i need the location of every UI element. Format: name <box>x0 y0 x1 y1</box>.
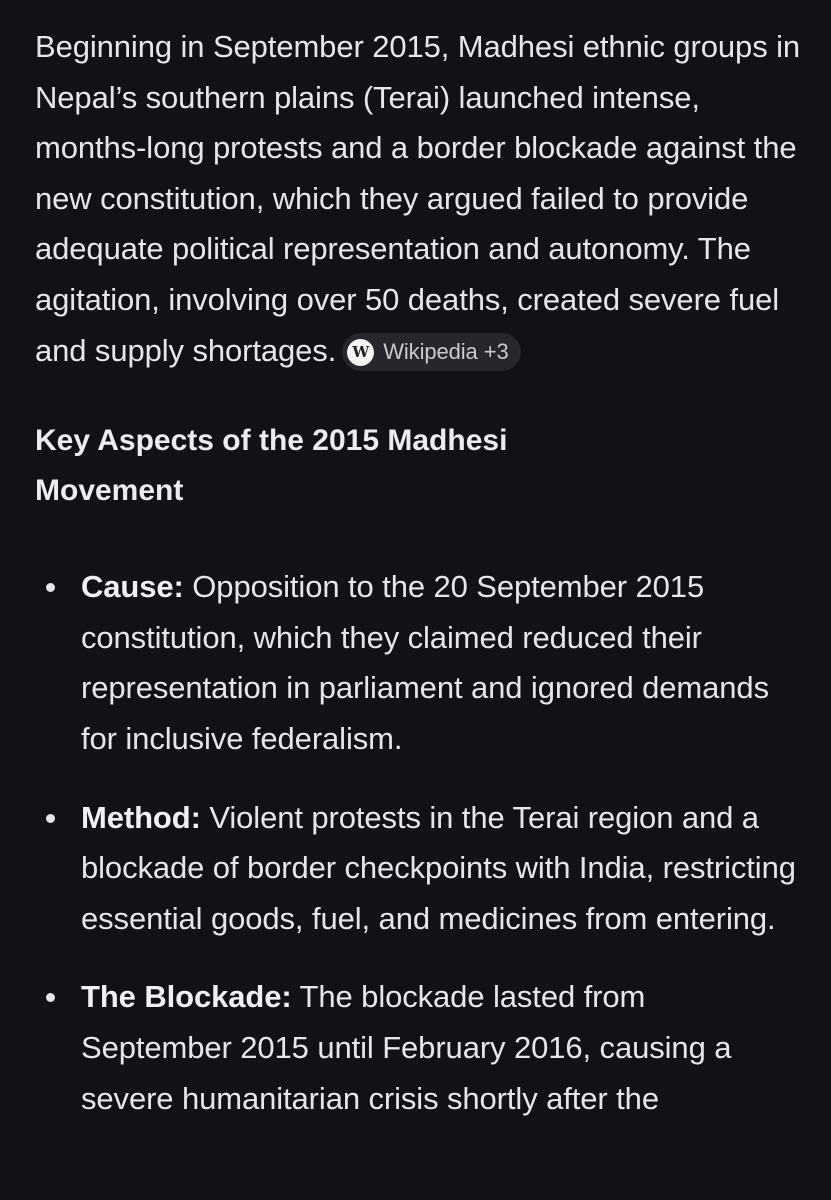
bullet-term: Method: <box>81 799 201 835</box>
bullet-text: Opposition to the 20 September 2015 constitution, which they claimed reduced their representation in parliament and ignored demands for inclusive federalism. <box>81 569 769 756</box>
list-item-blockade <box>35 972 801 1124</box>
source-chip[interactable] <box>342 333 520 371</box>
bullet-text: Violent protests in the Terai region and a blockade of border checkpoints with India, restricting essential goods, fuel, and medicines from entering. <box>81 799 796 936</box>
intro-text: Beginning in September 2015, Madhesi ethnic groups in Nepal’s southern plains (Terai) launched intense, months-long protests and a border blockade against the new constitution, which they argued failed to provide adequate political representation and autonomy. The agitation, involving over 50 deaths, created severe fuel and supply shortages. <box>35 29 801 368</box>
intro-paragraph <box>35 22 801 376</box>
key-aspects-list <box>35 562 801 1124</box>
bullet-icon <box>46 993 55 1002</box>
source-chip-label: Wikipedia +3 <box>383 339 509 365</box>
bullet-term: The Blockade: <box>81 979 292 1015</box>
bullet-term: Cause: <box>81 569 184 605</box>
bullet-icon <box>46 583 55 592</box>
bullet-text: The blockade lasted from September 2015 until February 2016, causing a severe humanitarian crisis shortly after the <box>81 979 732 1116</box>
wikipedia-icon: W <box>347 339 374 366</box>
bullet-icon <box>46 814 55 823</box>
section-heading: Key Aspects of the 2015 Madhesi Movement <box>35 424 508 508</box>
list-item-method <box>35 793 801 945</box>
list-item-cause <box>35 562 801 764</box>
